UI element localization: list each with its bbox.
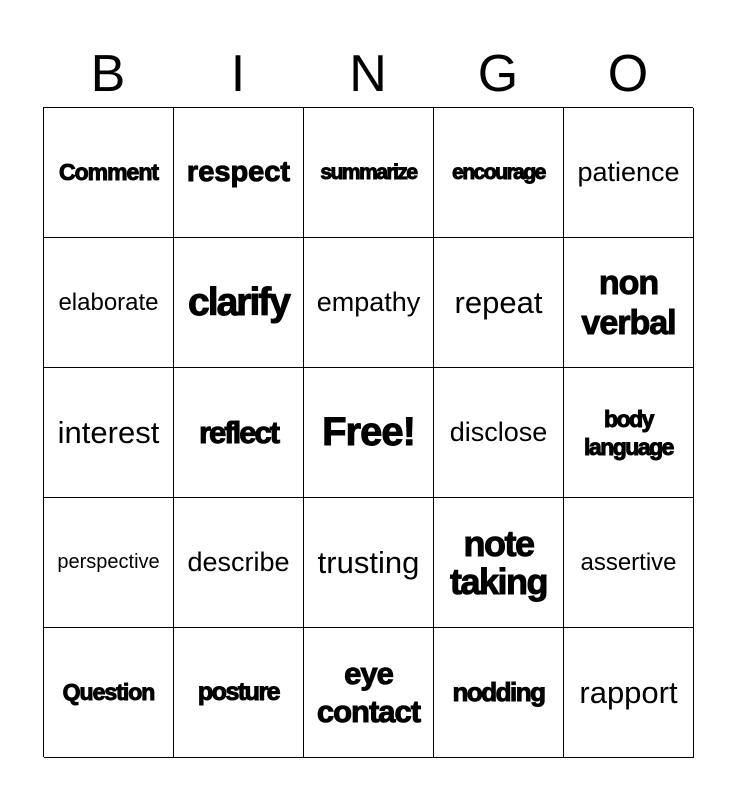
cell-word: clarify <box>188 280 289 324</box>
bingo-board <box>43 107 693 757</box>
cell-word: Free! <box>322 410 415 454</box>
cell-word: interest <box>57 414 160 450</box>
bingo-cell[interactable] <box>434 628 564 758</box>
bingo-cell[interactable] <box>174 238 304 368</box>
bingo-cell[interactable] <box>44 628 174 758</box>
header-letter-n: N <box>349 45 387 103</box>
cell-word: posture <box>197 678 280 706</box>
bingo-cell[interactable] <box>304 628 434 758</box>
bingo-cell[interactable] <box>304 368 434 498</box>
cell-word: disclose <box>449 417 548 447</box>
bingo-cell[interactable] <box>174 108 304 238</box>
cell-word: rapport <box>579 674 678 710</box>
bingo-cell[interactable] <box>44 368 174 498</box>
bingo-cell[interactable] <box>174 498 304 628</box>
cell-word: describe <box>187 547 290 577</box>
cell-word: trusting <box>317 544 420 580</box>
cell-word: encourage <box>452 160 545 184</box>
cell-word: reflect <box>198 414 279 450</box>
bingo-cell[interactable] <box>434 498 564 628</box>
header-letter-b: B <box>90 45 126 103</box>
cell-word: assertive <box>580 548 677 576</box>
cell-word: non verbal <box>581 263 676 342</box>
bingo-cell[interactable] <box>434 238 564 368</box>
cell-word: summarize <box>320 160 417 184</box>
cell-word: Question <box>62 679 155 705</box>
bingo-cell[interactable] <box>304 108 434 238</box>
cell-word: nodding <box>452 677 545 707</box>
bingo-cell[interactable] <box>564 108 694 238</box>
bingo-cell[interactable] <box>44 498 174 628</box>
bingo-cell[interactable] <box>174 368 304 498</box>
bingo-cell[interactable] <box>564 238 694 368</box>
bingo-cell[interactable] <box>304 238 434 368</box>
bingo-cell[interactable] <box>44 108 174 238</box>
cell-word: eye contact <box>316 655 421 729</box>
cell-word: patience <box>577 157 680 187</box>
bingo-cell[interactable] <box>434 108 564 238</box>
cell-word: Comment <box>58 159 159 185</box>
cell-word: empathy <box>316 287 421 317</box>
header-letter-g: G <box>477 45 519 103</box>
bingo-cell[interactable] <box>564 498 694 628</box>
cell-word: perspective <box>57 551 160 573</box>
header-letter-i: I <box>230 45 246 103</box>
bingo-cell[interactable] <box>304 498 434 628</box>
header-letter-o: O <box>607 45 649 103</box>
bingo-cell[interactable] <box>44 238 174 368</box>
cell-word: elaborate <box>58 288 159 316</box>
cell-word: body language <box>584 405 673 460</box>
cell-word: respect <box>186 156 291 188</box>
bingo-cell[interactable] <box>564 628 694 758</box>
bingo-cell[interactable] <box>564 368 694 498</box>
bingo-header <box>43 44 693 104</box>
cell-word: repeat <box>454 284 543 320</box>
bingo-cell[interactable] <box>174 628 304 758</box>
bingo-cell[interactable] <box>434 368 564 498</box>
cell-word: note taking <box>449 522 547 602</box>
